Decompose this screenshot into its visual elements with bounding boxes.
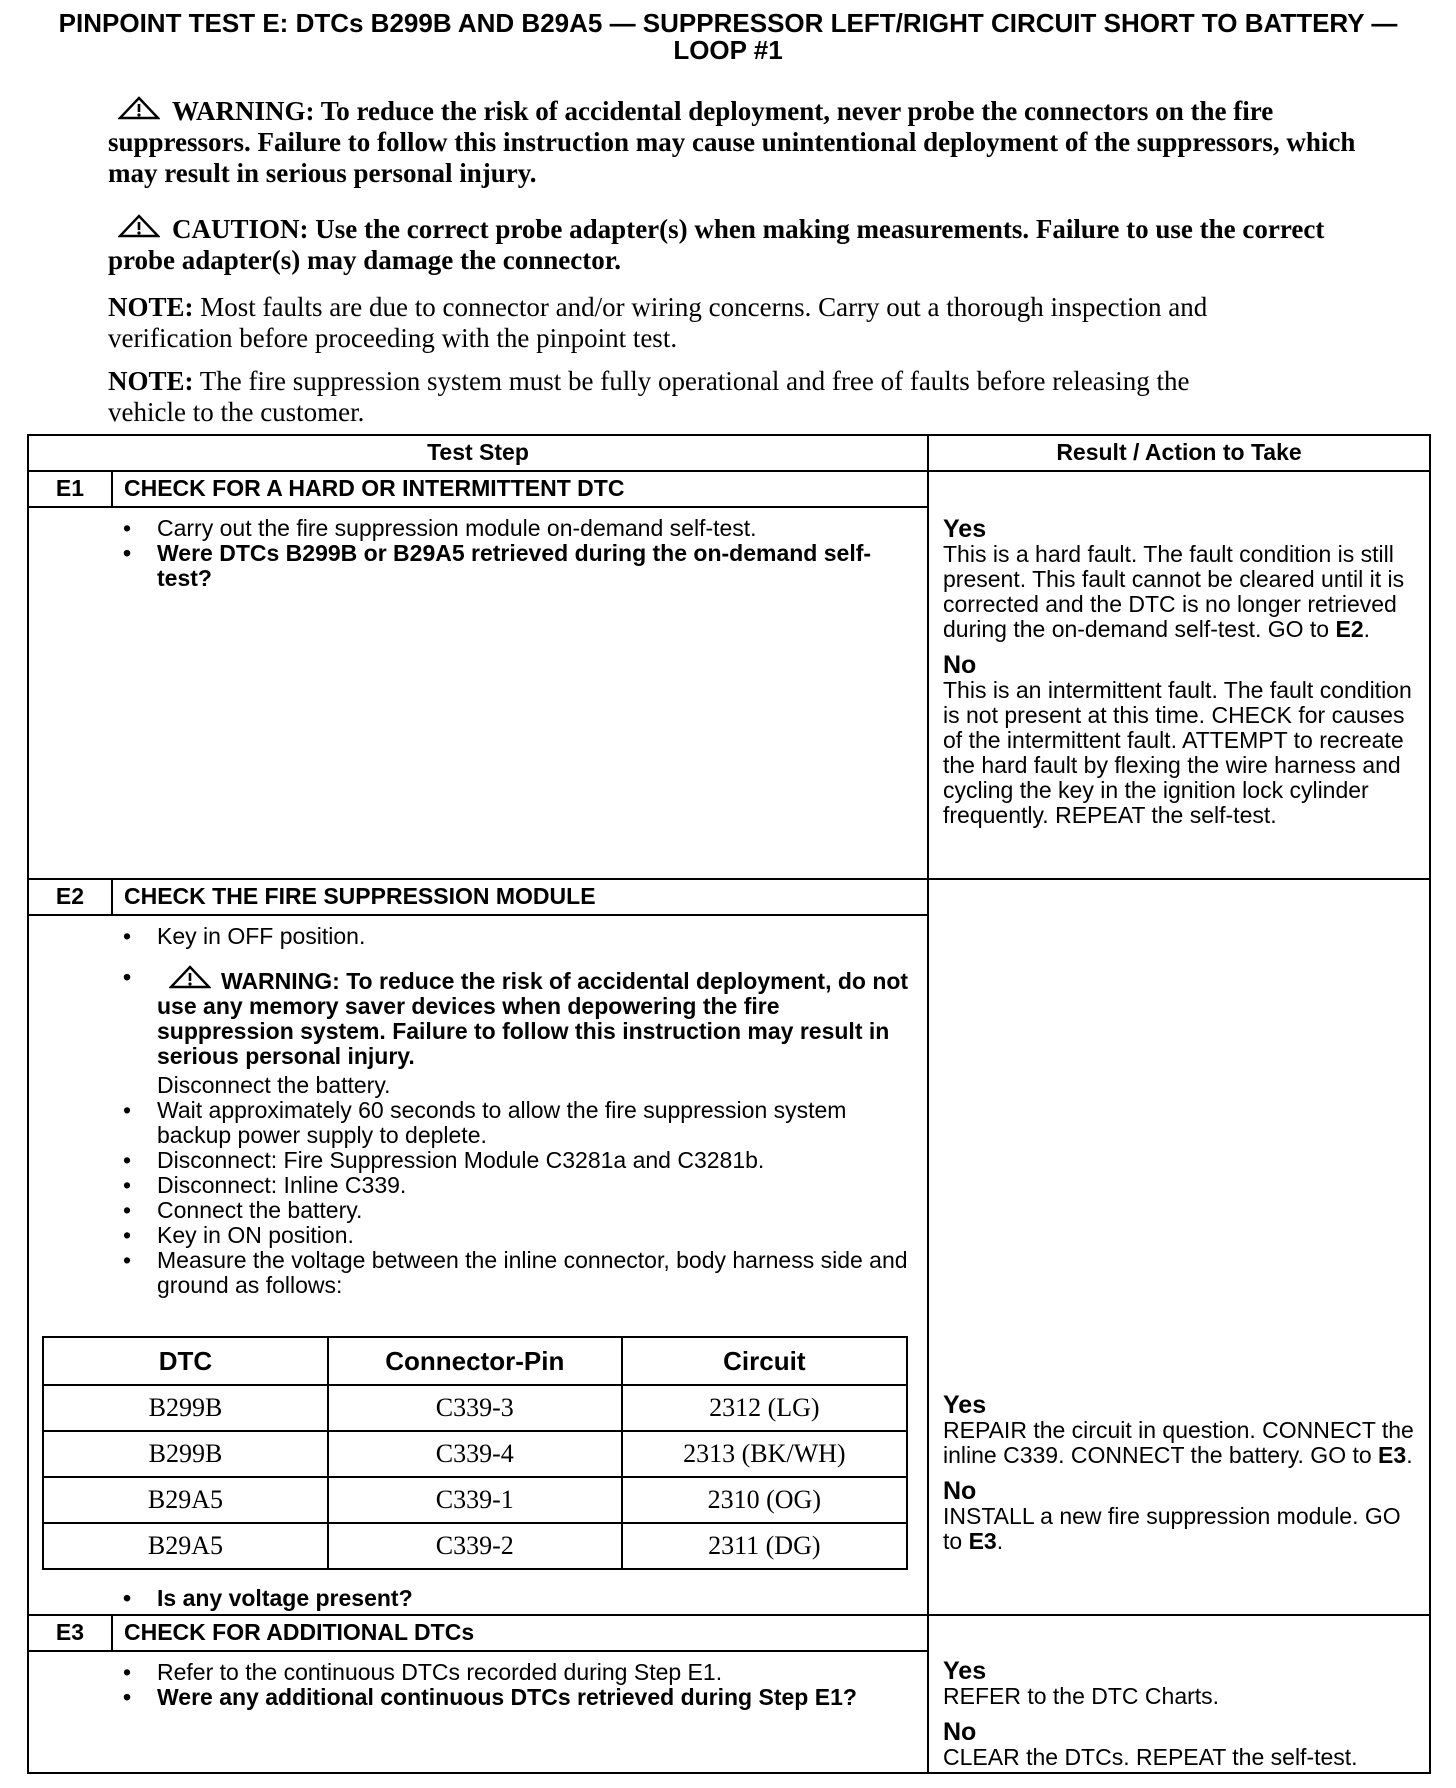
list-item: • Refer to the continuous DTCs recorded during Step E1. <box>121 1660 911 1685</box>
column-header-test-step: Test Step <box>427 439 529 465</box>
result-e2 <box>943 1392 1423 1554</box>
step-e2-list <box>121 924 911 1298</box>
warning-text: WARNING: To reduce the risk of accidental deployment, do not use any memory saver devices when depowering the fire suppression system. Failure to follow this instruction may result in serious personal injury. <box>157 968 909 1069</box>
list-item: • Disconnect: Fire Suppression Module C3281a and C3281b. <box>121 1148 911 1173</box>
column-header-result: Result / Action to Take <box>1056 439 1302 465</box>
note-text: Most faults are due to connector and/or wiring concerns. Carry out a thorough inspection and verification before proceeding with the pinpoint test. <box>108 292 1208 353</box>
table-cell: 2312 (LG) <box>622 1385 907 1431</box>
table-cell: C339-2 <box>328 1523 622 1569</box>
list-item: Disconnect the battery. <box>157 1072 391 1098</box>
dtc-connector-table <box>42 1336 908 1570</box>
list-item: • Connect the battery. <box>121 1198 911 1223</box>
yes-text: REFER to the DTC Charts. <box>943 1683 1220 1709</box>
column-header-dtc: DTC <box>43 1337 328 1385</box>
table-row <box>43 1477 907 1523</box>
table-cell: B299B <box>43 1385 328 1431</box>
caution-triangle-icon <box>118 214 160 238</box>
note-label: NOTE: <box>108 366 194 396</box>
list-item: • Key in OFF position. <box>121 924 911 949</box>
list-item: • Key in ON position. <box>121 1223 911 1248</box>
table-cell: 2311 (DG) <box>622 1523 907 1569</box>
table-cell: B29A5 <box>43 1523 328 1569</box>
table-header-row <box>43 1337 907 1385</box>
no-label: No <box>943 1477 977 1505</box>
table-cell: 2310 (OG) <box>622 1477 907 1523</box>
list-item: • Were any additional continuous DTCs retrieved during Step E1? <box>121 1685 911 1710</box>
column-header-circuit: Circuit <box>622 1337 907 1385</box>
page-title: PINPOINT TEST E: DTCs B299B AND B29A5 — SUPPRESSOR LEFT/RIGHT CIRCUIT SHORT TO BATTERY — LOOP #1 <box>58 8 1398 65</box>
list-item: • Wait approximately 60 seconds to allow the fire suppression system backup power supply to deplete. <box>121 1098 911 1148</box>
caution-text: CAUTION: Use the correct probe adapter(s) when making measurements. Failure to use the correct probe adapter(s) may damage the connector. <box>108 214 1325 275</box>
warning-paragraph <box>108 96 1358 189</box>
note-text: The fire suppression system must be fully operational and free of faults before releasing the vehicle to the customer. <box>108 366 1190 427</box>
step-id-e2: E2 <box>55 883 85 909</box>
table-cell: C339-3 <box>328 1385 622 1431</box>
warning-text: WARNING: To reduce the risk of accidental deployment, never probe the connectors on the fire suppressors. Failure to follow this instruction may cause unintentional deployment of the suppressors, which may result in serious personal injury. <box>108 96 1356 188</box>
step-title-e1: CHECK FOR A HARD OR INTERMITTENT DTC <box>124 475 625 501</box>
step-e3-list <box>121 1660 911 1710</box>
no-label: No <box>943 1718 977 1746</box>
warning-triangle-icon <box>169 965 211 989</box>
warning-triangle-icon <box>118 96 160 120</box>
no-label: No <box>943 651 977 679</box>
list-item: • Carry out the fire suppression module on-demand self-test. <box>121 516 911 541</box>
list-item: • Is any voltage present? <box>121 1586 911 1611</box>
no-text: INSTALL a new fire suppression module. GO to E3. <box>943 1503 1401 1554</box>
step-title-e2: CHECK THE FIRE SUPPRESSION MODULE <box>124 883 596 909</box>
table-cell: C339-4 <box>328 1431 622 1477</box>
note-paragraph-2 <box>108 366 1228 428</box>
note-paragraph-1 <box>108 292 1228 354</box>
list-item <box>121 965 911 1069</box>
step-e2-question <box>121 1586 911 1611</box>
step-id-e3: E3 <box>55 1619 85 1645</box>
yes-label: Yes <box>943 1391 987 1419</box>
step-id-e1: E1 <box>55 475 85 501</box>
step-e1-list <box>121 516 911 591</box>
note-label: NOTE: <box>108 292 194 322</box>
table-cell: 2313 (BK/WH) <box>622 1431 907 1477</box>
pinpoint-test-table <box>27 434 1431 1774</box>
column-header-connector-pin: Connector-Pin <box>328 1337 622 1385</box>
table-cell: C339-1 <box>328 1477 622 1523</box>
table-cell: B299B <box>43 1431 328 1477</box>
result-e3 <box>943 1658 1423 1770</box>
list-item: • Measure the voltage between the inline connector, body harness side and ground as follows: <box>121 1248 911 1298</box>
yes-label: Yes <box>943 1657 987 1685</box>
table-row <box>43 1385 907 1431</box>
no-text: CLEAR the DTCs. REPEAT the self-test. <box>943 1744 1358 1770</box>
table-row <box>43 1523 907 1569</box>
table-row <box>43 1431 907 1477</box>
result-e1 <box>943 516 1423 828</box>
step-title-e3: CHECK FOR ADDITIONAL DTCs <box>124 1619 475 1645</box>
list-item: • Disconnect: Inline C339. <box>121 1173 911 1198</box>
yes-text: This is a hard fault. The fault condition is still present. This fault cannot be cleared until it is corrected and the DTC is no longer retrieved during the on-demand self-test. GO to E2. <box>943 541 1405 642</box>
list-item: • Were DTCs B299B or B29A5 retrieved during the on-demand self-test? <box>121 541 911 591</box>
yes-text: REPAIR the circuit in question. CONNECT the inline C339. CONNECT the battery. GO to E3. <box>943 1417 1414 1468</box>
table-cell: B29A5 <box>43 1477 328 1523</box>
no-text: This is an intermittent fault. The fault condition is not present at this time. CHECK for causes of the intermittent fault. ATTEMPT to recreate the hard fault by flexing the wire harness and cycling the key in the ignition lock cylinder frequently. REPEAT the self-test. <box>943 677 1412 828</box>
caution-paragraph <box>108 214 1358 276</box>
yes-label: Yes <box>943 515 987 543</box>
